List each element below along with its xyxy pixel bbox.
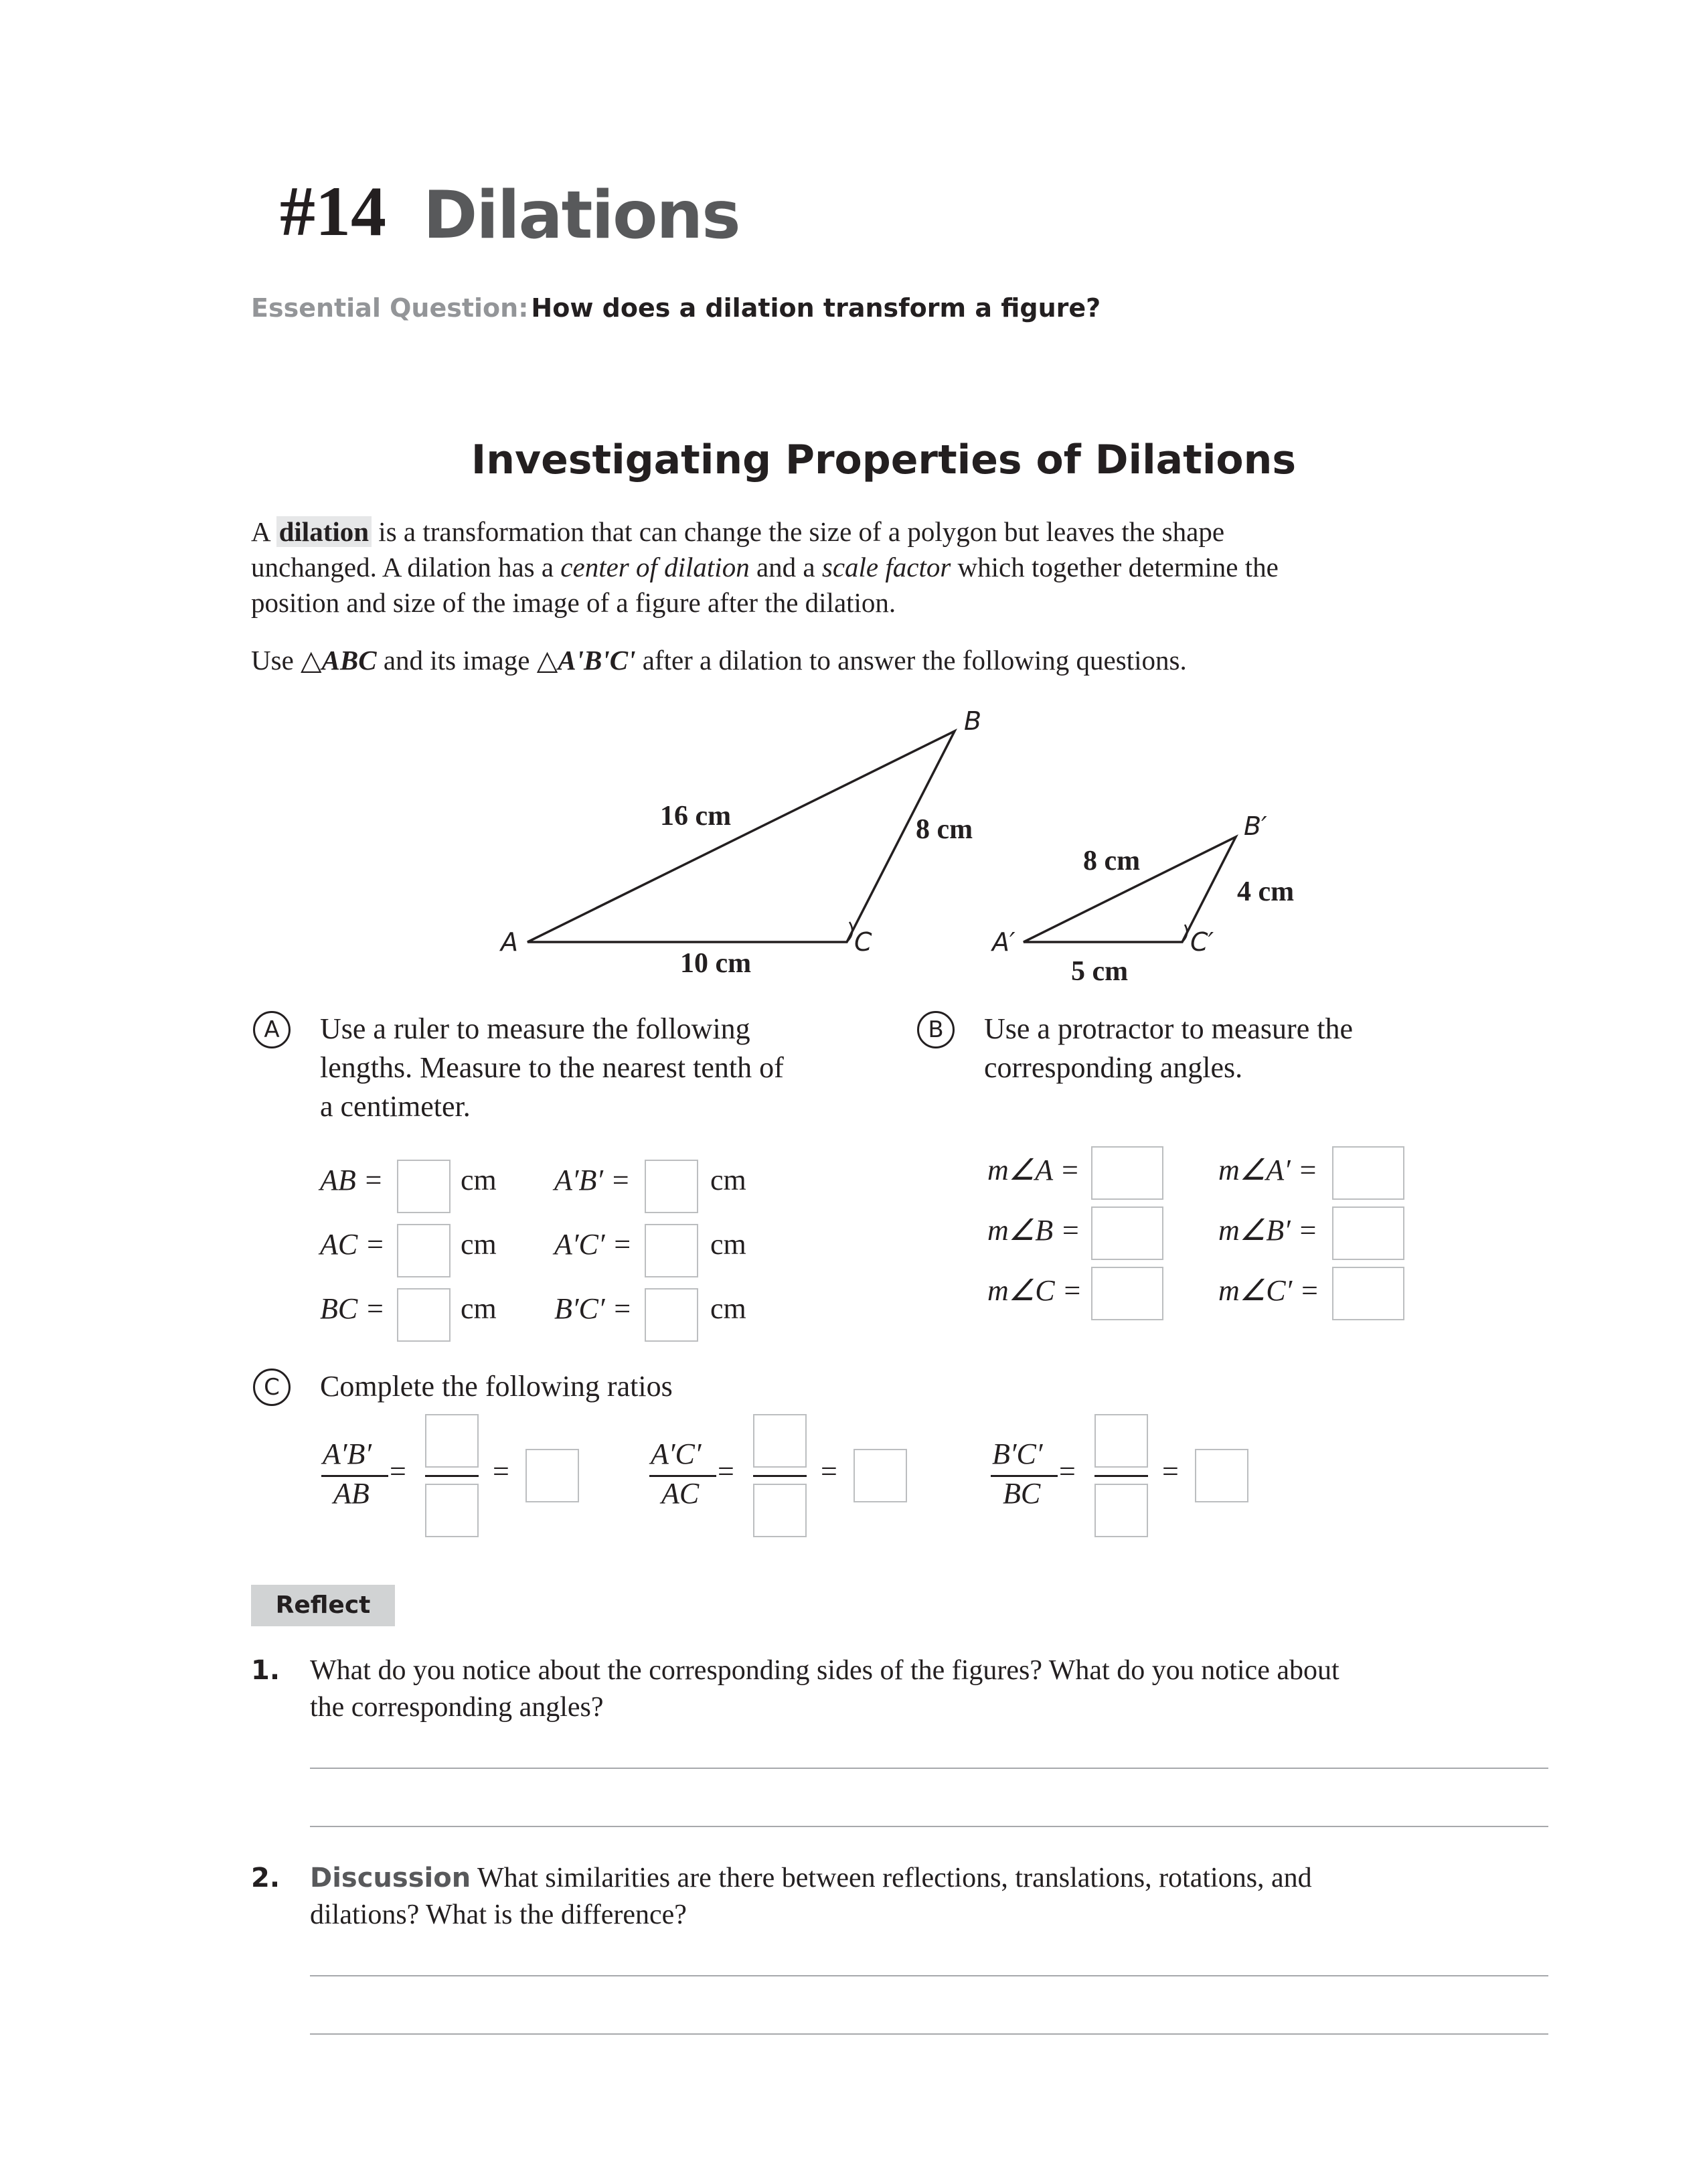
input-ac-prime[interactable]	[645, 1224, 698, 1277]
question-1-text: What do you notice about the corresponding sides of the figures? What do you notice about the corresponding angles?	[310, 1655, 1339, 1723]
lesson-number: #14	[280, 172, 386, 250]
input-ab[interactable]	[397, 1160, 451, 1213]
triangle-abc-label: ABC	[321, 645, 377, 676]
unit-cm: cm	[710, 1164, 746, 1196]
side-ac-label: 10 cm	[680, 948, 752, 979]
input-angle-c[interactable]	[1091, 1267, 1163, 1320]
use-text-2: and its image △	[376, 645, 558, 676]
input-angle-a[interactable]	[1091, 1146, 1163, 1200]
page-title: Dilations	[423, 177, 740, 254]
input-angle-a-prime[interactable]	[1332, 1146, 1404, 1200]
vertex-c-prime: C′	[1190, 927, 1214, 957]
essential-question-text: How does a dilation transform a figure?	[531, 293, 1101, 323]
equals-sign: =	[493, 1455, 509, 1488]
part-a-marker: A	[253, 1011, 291, 1048]
part-b-instructions: Use a protractor to measure the corresponding angles.	[984, 1012, 1353, 1084]
unit-cm: cm	[461, 1228, 497, 1261]
side-bc-label: 8 cm	[916, 814, 973, 845]
side-ab-label: 16 cm	[660, 801, 732, 832]
dilation-term: dilation	[276, 516, 372, 547]
input-angle-b-prime[interactable]	[1332, 1206, 1404, 1260]
side-ac-prime-label: 5 cm	[1071, 956, 1129, 987]
label-bc-prime: B′C′ =	[554, 1292, 633, 1325]
question-2-number: 2.	[251, 1863, 280, 1893]
equals-sign: =	[1059, 1455, 1076, 1488]
intro-text-4: which together determine the position and size of the image of a figure after the dilation.	[251, 552, 1279, 618]
ratio-ac-denominator: AC	[661, 1477, 700, 1510]
unit-cm: cm	[461, 1292, 497, 1325]
intro-text-2: is a transformation that can change the size of a polygon but leaves the shape unchanged. A dilation has a	[251, 516, 1225, 582]
answer-line[interactable]	[310, 2033, 1548, 2035]
input-angle-b[interactable]	[1091, 1206, 1163, 1260]
unit-cm: cm	[461, 1164, 497, 1196]
equals-sign: =	[821, 1455, 837, 1488]
answer-line[interactable]	[310, 1768, 1548, 1769]
use-text-1: Use △	[251, 645, 322, 676]
input-ac[interactable]	[397, 1224, 451, 1277]
unit-cm: cm	[710, 1228, 746, 1261]
input-ratio-ac-num[interactable]	[753, 1414, 807, 1468]
question-2-body: What similarities are there between reflections, translations, rotations, and dilations? What is the difference?	[310, 1863, 1312, 1930]
ratio-ac-numerator: A′C′	[651, 1437, 702, 1470]
triangle-prime-label: A'B'C'	[558, 645, 636, 676]
vertex-a: A	[501, 927, 518, 957]
side-bc-prime-label: 4 cm	[1237, 876, 1295, 907]
input-ratio-ab-result[interactable]	[525, 1449, 579, 1502]
input-ratio-ab-den[interactable]	[425, 1484, 479, 1537]
part-c-instructions: Complete the following ratios	[320, 1370, 673, 1403]
label-ab: AB =	[320, 1164, 384, 1196]
part-a-instructions: Use a ruler to measure the following lengths. Measure to the nearest tenth of a centimeter.	[320, 1012, 784, 1123]
essential-question-label: Essential Question:	[251, 293, 529, 323]
label-ac: AC =	[320, 1228, 385, 1261]
fraction-bar	[1094, 1475, 1148, 1477]
label-angle-c: m∠C =	[987, 1274, 1082, 1307]
part-c-marker: C	[253, 1369, 291, 1406]
label-angle-c-prime: m∠C′ =	[1218, 1274, 1319, 1307]
center-term: center of dilation	[560, 552, 750, 582]
label-angle-b: m∠B =	[987, 1214, 1080, 1247]
input-ratio-bc-result[interactable]	[1195, 1449, 1248, 1502]
part-b-marker: B	[917, 1011, 955, 1048]
fraction-bar	[425, 1475, 479, 1477]
ratio-bc-denominator: BC	[1003, 1477, 1041, 1510]
label-bc: BC =	[320, 1292, 385, 1325]
intro-text-3: and a	[749, 552, 822, 582]
label-ac-prime: A′C′ =	[554, 1228, 633, 1261]
equals-sign: =	[718, 1455, 734, 1488]
question-2-text	[310, 1860, 1381, 1934]
discussion-label: Discussion	[310, 1863, 471, 1893]
ratio-ab-denominator: AB	[333, 1477, 370, 1510]
label-ab-prime: A′B′ =	[554, 1164, 631, 1196]
input-ratio-ab-num[interactable]	[425, 1414, 479, 1468]
input-ratio-bc-den[interactable]	[1094, 1484, 1148, 1537]
use-text-3: after a dilation to answer the following questions.	[635, 645, 1187, 676]
vertex-b: B	[964, 706, 982, 736]
input-bc[interactable]	[397, 1288, 451, 1342]
ratio-bc-numerator: B′C′	[992, 1437, 1043, 1470]
input-ratio-bc-num[interactable]	[1094, 1414, 1148, 1468]
label-angle-a: m∠A =	[987, 1154, 1080, 1186]
ratio-ab-numerator: A′B′	[323, 1437, 372, 1470]
input-ratio-ac-den[interactable]	[753, 1484, 807, 1537]
answer-line[interactable]	[310, 1826, 1548, 1827]
triangle-abc	[527, 731, 955, 942]
answer-line[interactable]	[310, 1975, 1548, 1976]
vertex-b-prime: B′	[1244, 811, 1267, 841]
input-ab-prime[interactable]	[645, 1160, 698, 1213]
section-heading: Investigating Properties of Dilations	[471, 437, 1297, 483]
label-angle-a-prime: m∠A′ =	[1218, 1154, 1318, 1186]
input-angle-c-prime[interactable]	[1332, 1267, 1404, 1320]
equals-sign: =	[1162, 1455, 1179, 1488]
reflect-tag: Reflect	[251, 1585, 395, 1626]
question-1-number: 1.	[251, 1655, 280, 1686]
input-ratio-ac-result[interactable]	[854, 1449, 907, 1502]
side-ab-prime-label: 8 cm	[1083, 846, 1141, 876]
vertex-a-prime: A′	[992, 927, 1015, 957]
fraction-bar	[753, 1475, 807, 1477]
label-angle-b-prime: m∠B′ =	[1218, 1214, 1318, 1247]
vertex-c: C	[854, 927, 872, 957]
triangle-figure	[0, 0, 1707, 1004]
scale-term: scale factor	[821, 552, 951, 582]
equals-sign: =	[390, 1455, 406, 1488]
unit-cm: cm	[710, 1292, 746, 1325]
intro-text-1: A	[251, 516, 276, 547]
input-bc-prime[interactable]	[645, 1288, 698, 1342]
